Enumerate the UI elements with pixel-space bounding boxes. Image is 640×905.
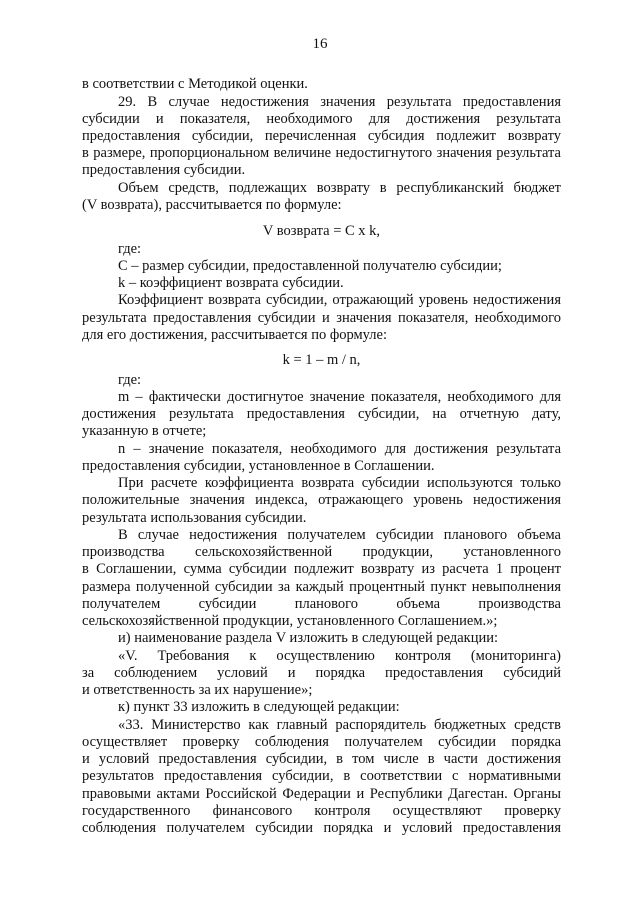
text-line: производства сельскохозяйственной продукции, установленного	[82, 544, 561, 560]
text-line: за соблюдением условий и порядка предоставления субсидий	[82, 665, 561, 681]
text-line: Коэффициент возврата субсидии, отражающий уровень недостижения	[118, 292, 561, 308]
text-line: соблюдения получателем субсидии порядка и условий предоставления	[82, 820, 561, 836]
text-line: получателем субсидии планового объема производства	[82, 596, 561, 612]
text-line: сельскохозяйственной продукции, установленного Соглашением.»;	[82, 613, 498, 629]
text-line: в Соглашении, сумма субсидии подлежит возврату из расчета 1 процент	[82, 561, 561, 577]
text-line: положительные значения индекса, отражающего уровень недостижения	[82, 492, 561, 508]
text-line: В случае недостижения получателем субсидии планового объема	[118, 527, 561, 543]
text-line: и) наименование раздела V изложить в следующей редакции:	[118, 630, 499, 646]
text-line: достижения результата предоставления субсидии, на отчетную дату,	[82, 406, 561, 422]
text-line: субсидии и показателя, необходимого для достижения результата	[82, 111, 561, 127]
text-line: указанную в отчете;	[82, 423, 207, 439]
text-line: для его достижения, рассчитывается по формуле:	[82, 327, 387, 343]
text-line: в размере, пропорциональном величине недостигнутого значения результата	[82, 145, 561, 161]
text-line: к) пункт 33 изложить в следующей редакции:	[118, 699, 400, 715]
text-line: 29. В случае недостижения значения результата предоставления	[118, 94, 561, 110]
text-line: «V. Требования к осуществлению контроля (мониторинга)	[118, 648, 561, 664]
text-line: k – коэффициент возврата субсидии.	[118, 275, 344, 291]
text-line: размера полученной субсидии за каждый процентный пункт невыполнения	[82, 579, 561, 595]
text-line: и условий предоставления субсидии, в том числе в части достижения	[82, 751, 561, 767]
text-line: осуществляет проверку соблюдения получателем субсидии порядка	[82, 734, 561, 750]
text-line: С – размер субсидии, предоставленной получателю субсидии;	[118, 258, 502, 274]
text-line: где:	[118, 372, 142, 388]
text-line: и ответственность за их нарушение»;	[82, 682, 313, 698]
text-line: результатов предоставления субсидии, в соответствии с нормативными	[82, 768, 561, 784]
formula: V возврата = C x k,	[262, 223, 381, 239]
text-line: в соответствии с Методикой оценки.	[82, 76, 308, 92]
text-line: предоставления субсидии, установленное в Соглашении.	[82, 458, 435, 474]
text-line: правовыми актами Российской Федерации и Республики Дагестан. Органы	[82, 786, 561, 802]
page-number: 16	[312, 36, 328, 52]
text-line: При расчете коэффициента возврата субсидии используются только	[118, 475, 561, 491]
text-line: предоставления субсидии.	[82, 162, 246, 178]
text-line: «33. Министерство как главный распорядитель бюджетных средств	[118, 717, 561, 733]
text-line: государственного финансового контроля осуществляют проверку	[82, 803, 561, 819]
text-line: n – значение показателя, необходимого для достижения результата	[118, 441, 561, 457]
text-line: предоставления субсидии, перечисленная субсидия подлежит возврату	[82, 128, 561, 144]
text-line: m – фактически достигнутое значение показателя, необходимого для	[118, 389, 561, 405]
formula: k = 1 – m / n,	[282, 352, 361, 368]
text-line: где:	[118, 241, 142, 257]
text-line: (V возврата), рассчитывается по формуле:	[82, 197, 342, 213]
text-line: результата предоставления субсидии и значения показателя, необходимого	[82, 310, 561, 326]
text-line: результата использования субсидии.	[82, 510, 307, 526]
text-line: Объем средств, подлежащих возврату в республиканский бюджет	[118, 180, 561, 196]
